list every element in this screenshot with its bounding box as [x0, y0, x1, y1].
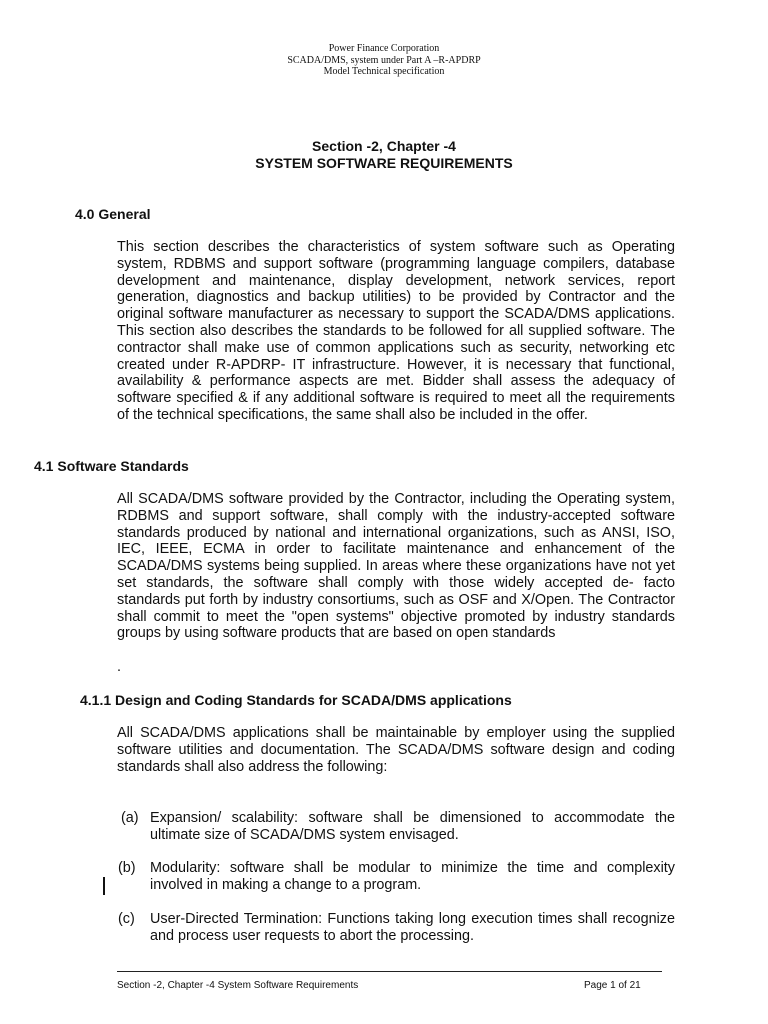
list-item-label: (a) [121, 810, 139, 826]
list-item-label: (c) [118, 911, 135, 927]
footer-section-label: Section -2, Chapter -4 System Software Requirements [117, 980, 359, 991]
revision-change-bar [103, 877, 105, 895]
list-item-text: Modularity: software shall be modular to minimize the time and complexity involved in making a change to a program. [150, 860, 675, 893]
general-heading: 4.0 General [75, 206, 151, 222]
document-header [0, 43, 768, 78]
section-title: SYSTEM SOFTWARE REQUIREMENTS [255, 155, 513, 171]
footer-divider [117, 971, 662, 972]
design-coding-intro: All SCADA/DMS applications shall be maintainable by employer using the supplied software utilities and documentation. The SCADA/DMS software design and coding standards shall also address the following: [117, 725, 675, 775]
software-standards-paragraph: All SCADA/DMS software provided by the Contractor, including the Operating system, RDBMS and support software, shall comply with the industry-accepted software standards produced by national and international organizations, such as ANSI, ISO, IEC, IEEE, ECMA in order to facilitate maintenance and enhancement of the SCADA/DMS systems being supplied. In areas where these organizations have not yet set standards, the software shall comply with those widely accepted de- facto standards put forth by industry consortiums, such as OSF and X/Open. The Contractor shall commit to meet the "open systems" objective promoted by industry standards groups by using software products that are based on open standards [117, 491, 675, 642]
general-paragraph: This section describes the characteristics of system software such as Operating system, RDBMS and support software (programming language compilers, database development and maintenance, display development, network services, report generation, diagnostics and backup utilities) to be provided by Contractor and the original software manufacturer as necessary to support the SCADA/DMS applications. This section also describes the standards to be followed for all supplied software. The contractor shall make use of common applications such as security, networking etc created under R-APDRP- IT infrastructure. However, it is necessary that functional, availability & performance aspects are met. Bidder shall assess the adequacy of software specified & if any additional software is required to meet all the requirements of the technical specifications, the same shall also be included in the offer. [117, 239, 675, 423]
header-spec-type: Model Technical specification [323, 66, 445, 77]
section-title-block [0, 138, 768, 172]
header-project: SCADA/DMS, system under Part A –R-APDRP [287, 54, 481, 66]
list-item-c [118, 911, 675, 945]
footer-page-number: Page 1 of 21 [584, 980, 641, 991]
list-item-text: User-Directed Termination: Functions taking long execution times shall recognize and process user requests to abort the processing. [150, 911, 675, 944]
software-standards-heading: 4.1 Software Standards [34, 458, 189, 474]
header-organization: Power Finance Corporation [328, 43, 440, 54]
list-item-label: (b) [118, 860, 136, 876]
list-item-b [118, 860, 675, 894]
list-item-a [118, 810, 675, 844]
design-coding-heading: 4.1.1 Design and Coding Standards for SCADA/DMS applications [80, 692, 512, 708]
section-number: Section -2, Chapter -4 [312, 138, 456, 154]
trailing-dot: . [117, 659, 121, 675]
list-item-text: Expansion/ scalability: software shall be dimensioned to accommodate the ultimate size of SCADA/DMS system envisaged. [150, 810, 675, 843]
